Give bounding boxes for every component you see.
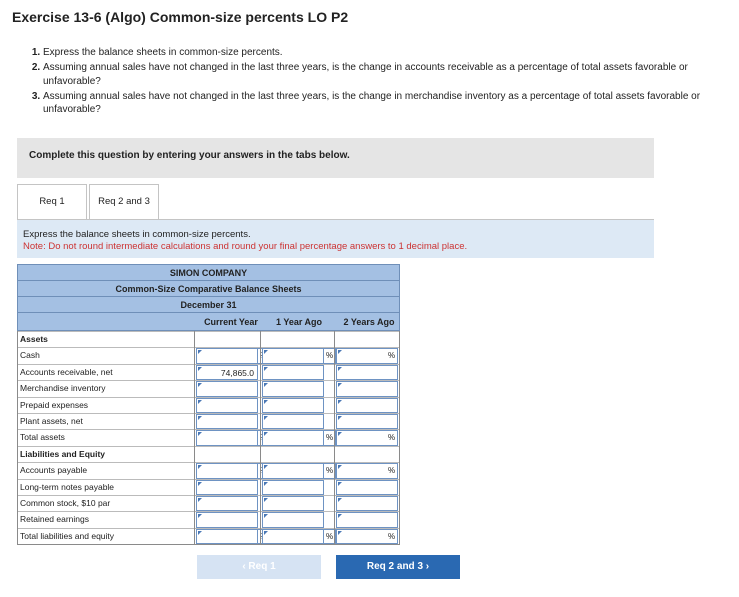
input-marker-icon <box>338 367 342 371</box>
input-marker-icon <box>338 482 342 486</box>
input-marker-icon <box>198 432 202 436</box>
input-marker-icon <box>198 416 202 420</box>
row-label: Accounts payable <box>20 465 88 476</box>
row-label: Merchandise inventory <box>20 383 106 394</box>
column-header-row <box>17 312 400 331</box>
answer-input[interactable] <box>196 348 258 363</box>
answer-input[interactable] <box>196 398 258 413</box>
instruction-banner <box>17 138 654 178</box>
answer-input[interactable] <box>262 348 324 363</box>
input-marker-icon <box>338 400 342 404</box>
input-value: 74,865.0 <box>220 367 254 378</box>
input-marker-icon <box>198 383 202 387</box>
answer-input[interactable] <box>336 414 398 429</box>
answer-input[interactable] <box>336 512 398 527</box>
answer-input[interactable] <box>196 512 258 527</box>
percent-sign: % <box>386 348 398 363</box>
table-row <box>18 495 399 511</box>
sheet-subtitle: Common-Size Comparative Balance Sheets <box>17 280 400 296</box>
column-header-1-year-ago: 1 Year Ago <box>275 317 323 327</box>
input-marker-icon <box>338 531 342 535</box>
input-marker-icon <box>338 465 342 469</box>
table-row <box>18 380 399 396</box>
instruction-item: 3. Assuming annual sales have not changed in the last three years, is the change in merchandise inventory as a percentage of total assets favorable or unfavorable? <box>43 90 723 117</box>
answer-input[interactable] <box>336 480 398 495</box>
answer-input[interactable] <box>196 414 258 429</box>
percent-sign: % <box>324 430 336 445</box>
input-marker-icon <box>198 482 202 486</box>
requirement-text: Express the balance sheets in common-size percents. <box>23 229 251 240</box>
answer-input[interactable] <box>336 365 398 380</box>
rounding-note: Note: Do not round intermediate calculations and round your final percentage answers to 1 decimal place. <box>23 241 468 252</box>
instruction-list <box>0 46 723 118</box>
tab-req-1[interactable]: Req 1 <box>17 184 87 220</box>
balance-sheet-table <box>17 264 400 545</box>
answer-input[interactable] <box>196 496 258 511</box>
sheet-date: December 31 <box>17 296 400 312</box>
exercise-title: Exercise 13-6 (Algo) Common-size percents LO P2 <box>12 9 349 25</box>
percent-sign: % <box>386 463 398 478</box>
answer-input[interactable] <box>262 381 324 396</box>
answer-input[interactable] <box>336 496 398 511</box>
instruction-item: 1. Express the balance sheets in common-size percents. <box>43 46 723 60</box>
row-label: Total assets <box>20 432 65 443</box>
input-marker-icon <box>198 465 202 469</box>
input-marker-icon <box>198 531 202 535</box>
input-marker-icon <box>198 350 202 354</box>
table-row <box>18 462 399 478</box>
row-label: Retained earnings <box>20 514 89 525</box>
row-label: Plant assets, net <box>20 415 83 426</box>
column-divider <box>260 331 261 544</box>
input-marker-icon <box>264 531 268 535</box>
table-row <box>18 479 399 495</box>
percent-sign: % <box>324 348 336 363</box>
answer-input[interactable] <box>336 381 398 396</box>
answer-input[interactable] <box>262 512 324 527</box>
answer-input[interactable] <box>262 365 324 380</box>
input-marker-icon <box>198 514 202 518</box>
tab-req-2-and-3[interactable]: Req 2 and 3 <box>89 184 159 220</box>
input-marker-icon <box>264 465 268 469</box>
table-row <box>18 331 399 347</box>
input-marker-icon <box>264 514 268 518</box>
input-marker-icon <box>264 432 268 436</box>
table-row <box>18 347 399 363</box>
answer-input[interactable] <box>196 529 258 544</box>
column-header-2-years-ago: 2 Years Ago <box>343 317 395 327</box>
row-label: Total liabilities and equity <box>20 530 115 541</box>
answer-input[interactable] <box>336 398 398 413</box>
input-marker-icon <box>198 367 202 371</box>
requirement-info <box>17 220 654 258</box>
percent-sign: % <box>324 463 336 478</box>
prev-req-button[interactable]: ‹ Req 1 <box>197 555 321 579</box>
input-marker-icon <box>264 400 268 404</box>
table-row <box>18 413 399 429</box>
percent-sign: % <box>324 529 336 544</box>
answer-input[interactable] <box>262 463 324 478</box>
column-header-current-year: Current Year <box>204 317 258 327</box>
row-label: Assets <box>20 334 48 344</box>
answer-input[interactable] <box>196 430 258 445</box>
input-marker-icon <box>264 350 268 354</box>
table-row <box>18 429 399 445</box>
table-row <box>18 511 399 527</box>
input-marker-icon <box>338 514 342 518</box>
balance-sheet-grid <box>17 331 400 545</box>
input-marker-icon <box>338 498 342 502</box>
answer-input[interactable] <box>262 414 324 429</box>
table-row <box>18 446 399 462</box>
row-label: Cash <box>20 350 40 361</box>
row-label: Liabilities and Equity <box>20 448 106 459</box>
input-marker-icon <box>264 367 268 371</box>
input-marker-icon <box>338 416 342 420</box>
row-label: Accounts receivable, net <box>20 366 113 377</box>
answer-input[interactable] <box>262 496 324 511</box>
answer-input[interactable] <box>262 430 324 445</box>
row-label: Long-term notes payable <box>20 481 115 492</box>
answer-input[interactable] <box>196 365 258 380</box>
table-row <box>18 364 399 380</box>
answer-input[interactable] <box>262 529 324 544</box>
column-divider <box>194 331 195 544</box>
row-label: Common stock, $10 par <box>20 497 111 508</box>
table-row <box>18 528 399 544</box>
answer-input[interactable] <box>196 480 258 495</box>
next-req-button[interactable]: Req 2 and 3 › <box>336 555 460 579</box>
input-marker-icon <box>264 383 268 387</box>
percent-sign: % <box>386 430 398 445</box>
table-row <box>18 397 399 413</box>
answer-input[interactable] <box>262 398 324 413</box>
input-marker-icon <box>338 432 342 436</box>
input-marker-icon <box>338 350 342 354</box>
banner-text: Complete this question by entering your answers in the tabs below. <box>29 150 350 161</box>
input-marker-icon <box>198 400 202 404</box>
input-marker-icon <box>338 383 342 387</box>
instruction-item: 2. Assuming annual sales have not changed in the last three years, is the change in accounts receivable as a percentage of total assets favorable or unfavorable? <box>43 61 723 88</box>
row-label: Prepaid expenses <box>20 399 89 410</box>
percent-sign: % <box>386 529 398 544</box>
answer-input[interactable] <box>196 381 258 396</box>
column-divider <box>334 331 335 544</box>
answer-input[interactable] <box>262 480 324 495</box>
answer-input[interactable] <box>196 463 258 478</box>
input-marker-icon <box>264 482 268 486</box>
company-name: SIMON COMPANY <box>17 264 400 280</box>
input-marker-icon <box>264 416 268 420</box>
input-marker-icon <box>198 498 202 502</box>
input-marker-icon <box>264 498 268 502</box>
